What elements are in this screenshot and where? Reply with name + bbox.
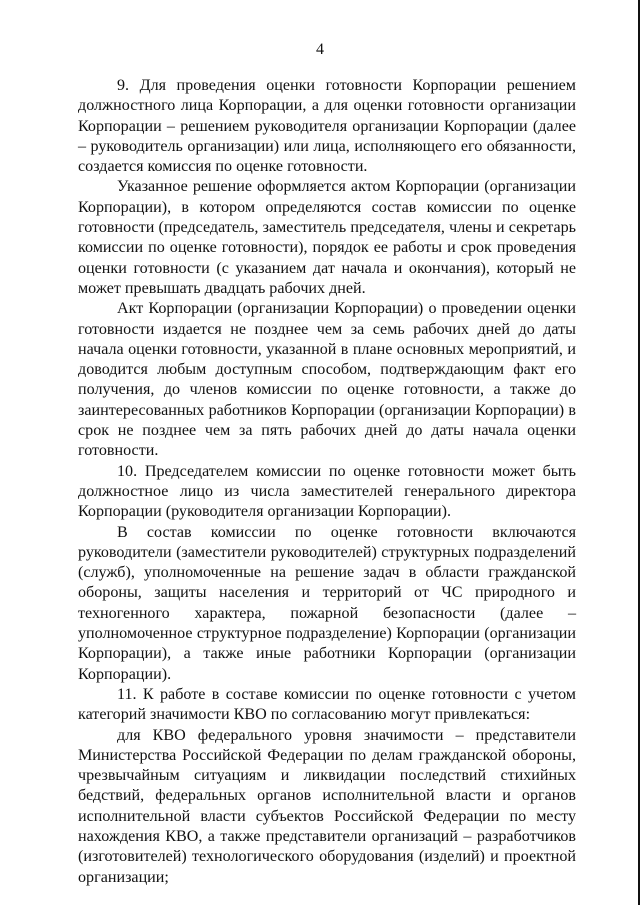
paragraph-federal-kvo: для КВО федерального уровня значимости – представители Министерства Российской Федерации по делам гражданской обороны, чрезвычайным ситуациям и ликвидации последствий стихийных бедствий, федеральных органов исполнительной власти и органов исполнительной власти субъектов Российской Федерации по месту нахождения КВО, а также представители организаций – разработчиков (изготовителей) технологического оборудования (изделий) и проектной организации; bbox=[78, 726, 576, 886]
paragraph-9: 9. Для проведения оценки готовности Корпорации решением должностного лица Корпорации, а для оценки готовности организации Корпорации – решением руководителя организации Корпорации (далее – руководитель организации) или лица, исполняющего его обязанности, создается комиссия по оценке готовности. bbox=[78, 77, 576, 176]
paragraph-act-issuance: Акт Корпорации (организации Корпорации) о проведении оценки готовности издается не позднее чем за семь рабочих дней до даты начала оценки готовности, указанной в плане основных мероприятий, и доводится любым доступным способом, подтверждающим факт его получения, до членов комиссии по оценке готовности, а также до заинтересованных работников Корпорации (организации Корпорации) в срок не позднее чем за пять рабочих дней до даты начала оценки готовности. bbox=[78, 300, 576, 460]
paragraph-commission-composition: В состав комиссии по оценке готовности включаются руководители (заместители руководителей) структурных подразделений (служб), уполномоченные на решение задач в области гражданской обороны, защиты населения и территорий от ЧС природного и техногенного характера, пожарной безопасности (далее – уполномоченное структурное подразделение) Корпорации (организации Корпорации), а также иные работники Корпорации (организации Корпорации). bbox=[78, 523, 576, 683]
paragraph-10: 10. Председателем комиссии по оценке готовности может быть должностное лицо из числа заместителей генерального директора Корпорации (руководителя организации Корпорации). bbox=[78, 462, 576, 521]
page-number: 4 bbox=[316, 41, 324, 58]
paragraph-11: 11. К работе в составе комиссии по оценке готовности с учетом категорий значимости КВО по согласованию могут привлекаться: bbox=[78, 685, 576, 724]
paragraph-act-decision: Указанное решение оформляется актом Корпорации (организации Корпорации), в котором определяются состав комиссии по оценке готовности (председатель, заместитель председателя, члены и секретарь комиссии по оценке готовности), порядок ее работы и срок проведения оценки готовности (с указанием дат начала и окончания), который не может превышать двадцать рабочих дней. bbox=[78, 178, 576, 297]
document-body bbox=[78, 76, 576, 888]
